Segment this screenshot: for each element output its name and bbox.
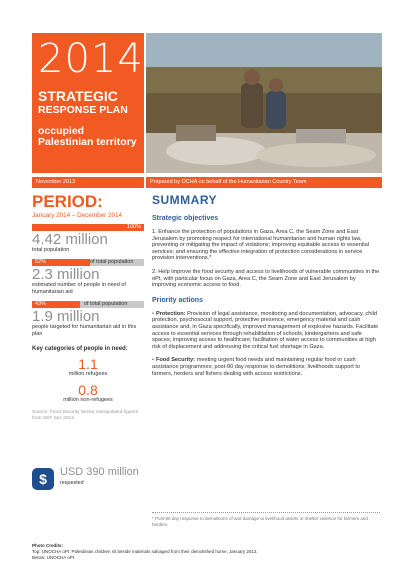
- stat-bar-label: of total population: [90, 259, 134, 265]
- stat-value: 4.42 million: [32, 231, 108, 248]
- key-category-value: 0.8: [78, 382, 98, 398]
- key-categories-title: Key categories of people in need:: [32, 346, 128, 352]
- cover-year: 2014: [38, 36, 144, 82]
- stat-bar-percent: 43%: [35, 301, 47, 307]
- key-category-label: million refugees: [68, 371, 108, 377]
- cover-title-line1: STRATEGIC: [38, 88, 118, 104]
- prepared-by-band: Prepared by OCHA on behalf of the Humanitarian Country Team: [146, 177, 382, 188]
- objective-1: 1. Enhance the protection of populations in Gaza, Area C, the Seam Zone and East Jerusalem by promoting respect for international humanitarian and human rights law, preventing or mitigating the impact of violations; improving equitable access to essential services; and ensuring the effective integration of protection considerations in service provision interventions.*: [152, 229, 370, 262]
- priority-heading: Priority actions: [152, 296, 203, 304]
- stat-bar-percent: 100%: [126, 224, 141, 230]
- stat-value: 1.9 million: [32, 308, 100, 325]
- credits-top: Top: UNOCHA oPt: Palestinian children sit beside materials salvaged from their demolished home, January 2013.: [32, 549, 258, 554]
- summary-section: [152, 193, 380, 377]
- priority-protection: [152, 311, 380, 351]
- stat-bar-targeted: [32, 301, 144, 308]
- cover-photo: [146, 33, 382, 173]
- dollar-bag-icon: $: [32, 468, 54, 490]
- cover-title-block: [32, 33, 144, 173]
- funding-amount: USD 390 million: [60, 466, 139, 478]
- stat-bar-total: [32, 224, 144, 231]
- stat-description: estimated number of people in need of humanitarian aid: [32, 282, 126, 295]
- objective-2: 2. Help improve the food security and access to livelihoods of vulnerable communities in the oPt, with particular focus on Gaza, Area C, the Seam Zone and East Jerusalem by improving economic access to food.: [152, 268, 380, 289]
- protection-label: Protection:: [155, 310, 186, 317]
- stat-description: people targeted for humanitarian aid in this plan: [32, 324, 137, 337]
- bullet-icon: •: [152, 357, 154, 364]
- cover-region: occupied Palestinian territory: [38, 125, 137, 148]
- stat-value: 2.3 million: [32, 266, 100, 283]
- priority-food-security: [152, 357, 380, 377]
- source-note: Source: Food Security Sector extrapolated figures from SEF Sec 2012: [32, 410, 139, 421]
- stat-description: total population: [32, 247, 70, 253]
- left-sidebar: [32, 193, 144, 422]
- photo-credits: [32, 543, 382, 561]
- protection-text: Provision of legal assistance, monitoring and documentation, advocacy, child protection, psychosocial support, protective presence, emergency material and cash assistance and, in Gaza specifically, improved management of explosive hazards. Facilitate access to essential services through rehabilitation of schools, kindergartens and safe spaces; improving access to healthcare; facilitation of water access to communities at high risk of displacement and addressing the critical fuel shortage in Gaza.: [152, 310, 379, 350]
- period-range: January 2014 – December 2014: [32, 212, 122, 219]
- bullet-icon: •: [152, 310, 154, 317]
- objectives-heading: Strategic objectives: [152, 215, 219, 222]
- summary-heading: SUMMARY: [152, 193, 218, 207]
- stat-bar-label: of total population: [84, 301, 128, 307]
- date-band: November 2013: [32, 177, 144, 188]
- period-title: PERIOD:: [32, 192, 103, 211]
- stat-bar-percent: 52%: [35, 259, 47, 265]
- funding-label: requested: [60, 480, 84, 486]
- credits-below: Below: UNOCHA oPt: [32, 555, 75, 560]
- footnote: * Post-90 day response to demolitions of and damage to livelihood assets or shelter violence for farmers and herders.: [152, 516, 368, 527]
- stat-bar-in-need: [32, 259, 144, 266]
- footnote-divider: [152, 512, 380, 513]
- funding-requested: [32, 466, 144, 494]
- cover-title-line2: RESPONSE PLAN: [38, 104, 128, 116]
- credits-label: Photo Credits:: [32, 543, 63, 548]
- food-security-text: meeting urgent food needs and maintaining regular food or cash assistance programmes; post-90 day response to demolitions; livelihoods support to farmers, herders and fishers dealing with access restrictions.: [152, 357, 361, 377]
- key-category-label: million non-refugees: [63, 397, 113, 403]
- key-category-value: 1.1: [78, 356, 98, 372]
- cover-photo-illustration: [146, 33, 382, 173]
- food-security-label: Food Security:: [155, 357, 196, 364]
